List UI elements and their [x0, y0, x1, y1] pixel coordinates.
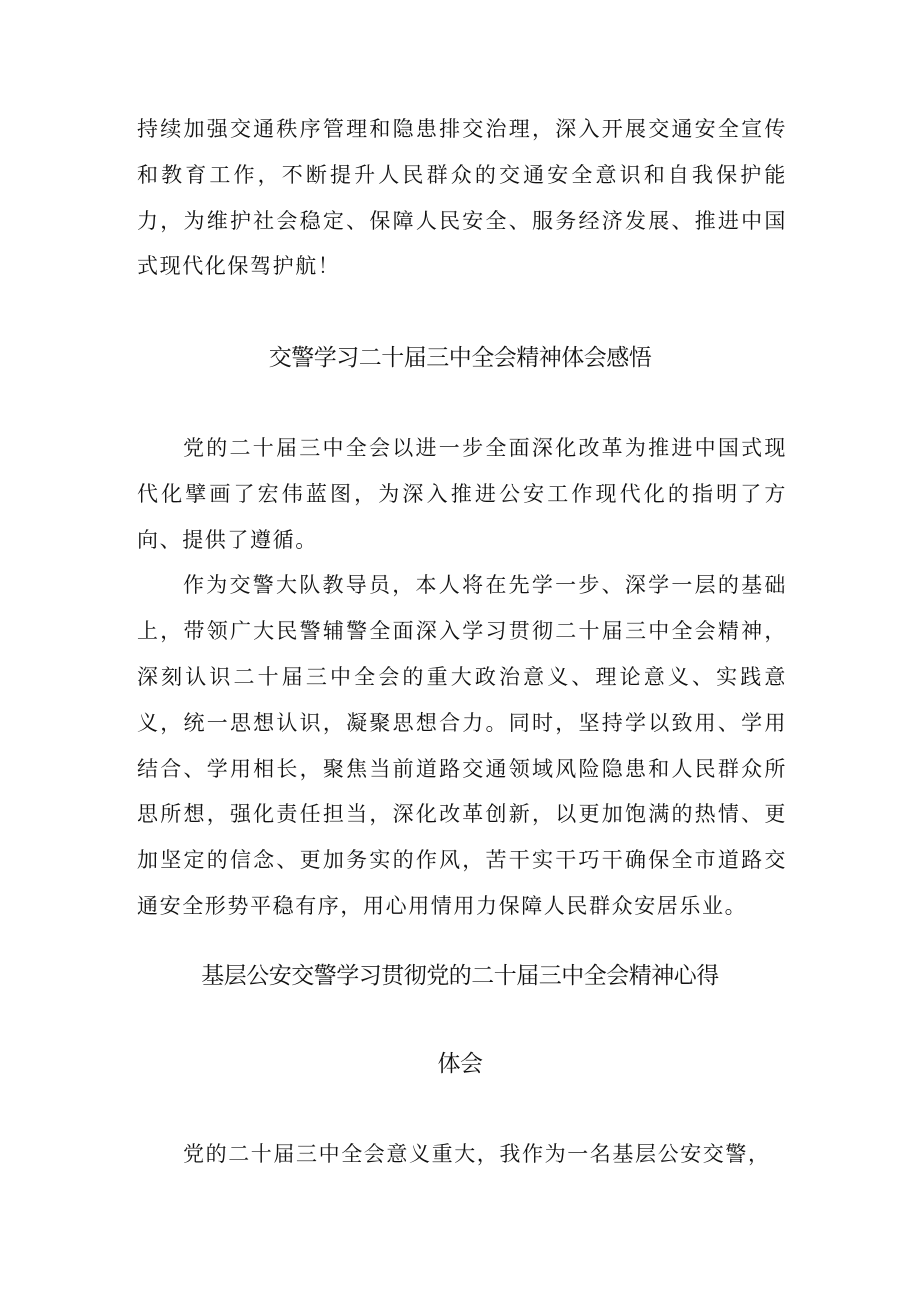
- section1-body: [137, 426, 787, 930]
- section1-paragraph-1: 党的二十届三中全会以进一步全面深化改革为推进中国式现代化擘画了宏伟蓝图，为深入推进公安工作现代化的指明了方向、提供了遵循。: [137, 436, 787, 552]
- section2-title-line2: 体会: [437, 1051, 483, 1077]
- section2-paragraph-1: 党的二十届三中全会意义重大，我作为一名基层公安交警，: [183, 1142, 771, 1166]
- section2-title-line1: 基层公安交警学习贯彻党的二十届三中全会精神心得: [201, 963, 719, 989]
- intro-paragraph: 持续加强交通秩序管理和隐患排交治理，深入开展交通安全宣传和教育工作，不断提升人民群众的交通安全意识和自我保护能力，为维护社会稳定、保障人民安全、服务经济发展、推进中国式现代化保驾护航！: [137, 117, 787, 279]
- section2-body: [137, 1132, 787, 1178]
- intro-paragraph-block: [137, 107, 787, 290]
- section1-title: 交警学习二十届三中全会精神体会感悟: [268, 345, 652, 371]
- section1-paragraph-2: 作为交警大队教导员，本人将在先学一步、深学一层的基础上，带领广大民警辅警全面深入学习贯彻二十届三中全会精神，深刻认识二十届三中全会的重大政治意义、理论意义、实践意义，统一思想认识，凝聚思想合力。同时，坚持学以致用、学用结合、学用相长，聚焦当前道路交通领域风险隐患和人民群众所思所想，强化责任担当，深化改革创新，以更加饱满的热情、更加坚定的信念、更加务实的作风，苦干实干巧干确保全市道路交通安全形势平稳有序，用心用情用力保障人民群众安居乐业。: [137, 573, 787, 918]
